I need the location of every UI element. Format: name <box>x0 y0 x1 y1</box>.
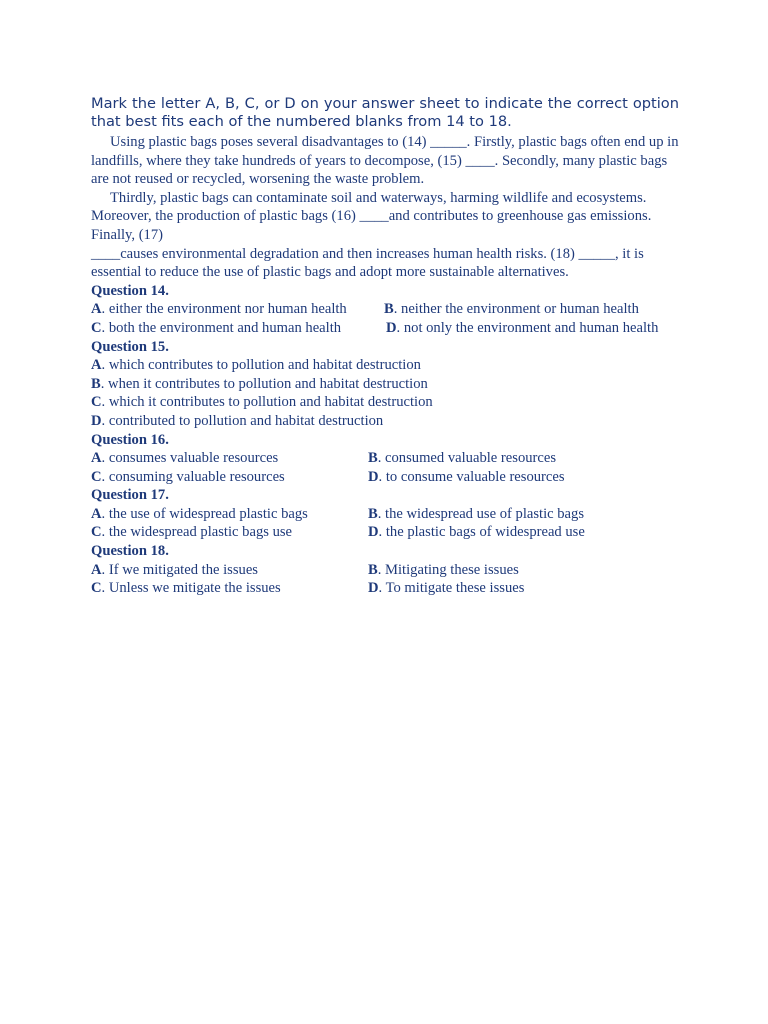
instruction-text: Mark the letter A, B, C, or D on your answer sheet to indicate the correct option that best fits each of the numbered blanks from 14 to 18. <box>91 95 679 130</box>
option-b[interactable] <box>368 505 584 524</box>
option-c[interactable] <box>91 319 341 338</box>
option-b[interactable] <box>368 561 519 580</box>
question-title: Question 16. <box>91 431 169 448</box>
option-d[interactable] <box>91 412 679 431</box>
option-letter: B <box>368 505 378 522</box>
option-text: . Unless we mitigate the issues <box>101 580 281 597</box>
option-letter: B <box>384 301 394 318</box>
question-17 <box>91 486 679 542</box>
option-letter: A <box>91 505 102 522</box>
option-text: . the widespread plastic bags use <box>101 524 293 541</box>
option-b[interactable] <box>91 375 679 394</box>
options-row <box>91 300 679 319</box>
option-text: . neither the environment or human health <box>393 301 639 318</box>
question-title: Question 14. <box>91 282 169 299</box>
option-letter: C <box>91 319 102 336</box>
option-text: . Mitigating these issues <box>377 561 519 578</box>
option-c[interactable] <box>91 468 285 487</box>
question-16 <box>91 431 679 487</box>
option-letter: B <box>368 450 378 467</box>
option-letter: A <box>91 450 102 467</box>
option-letter: D <box>368 468 379 485</box>
option-text: . either the environment nor human health <box>101 301 347 318</box>
option-d[interactable] <box>368 579 524 598</box>
options-row <box>91 561 679 580</box>
option-letter: A <box>91 357 102 374</box>
option-text: . both the environment and human health <box>101 319 342 336</box>
option-text: . the widespread use of plastic bags <box>377 505 585 522</box>
option-d[interactable] <box>386 319 658 338</box>
option-text: . not only the environment and human health <box>396 319 659 336</box>
question-18 <box>91 542 679 598</box>
option-d[interactable] <box>368 468 565 487</box>
option-text: . which contributes to pollution and habitat destruction <box>101 357 421 374</box>
passage-paragraph-2: Thirdly, plastic bags can contaminate soil and waterways, harming wildlife and ecosystems. Moreover, the production of plastic bags (16) ____and contributes to greenhouse gas emissions. Finally, (17) <box>91 189 652 243</box>
option-letter: C <box>91 580 102 597</box>
option-text: . contributed to pollution and habitat destruction <box>101 412 384 429</box>
question-14 <box>91 282 679 338</box>
option-letter: C <box>91 468 102 485</box>
option-text: . consumed valuable resources <box>377 450 557 467</box>
passage-paragraph-1: Using plastic bags poses several disadvantages to (14) _____. Firstly, plastic bags often end up in landfills, where they take hundreds of years to decompose, (15) ____. Secondly, many plastic bags are not reused or recycled, worsening the waste problem. <box>91 134 679 188</box>
options-row <box>91 449 679 468</box>
option-text: . To mitigate these issues <box>378 580 525 597</box>
option-c[interactable] <box>91 523 292 542</box>
option-text: . when it contributes to pollution and habitat destruction <box>100 375 428 392</box>
option-letter: C <box>91 394 102 411</box>
option-text: . the plastic bags of widespread use <box>378 524 585 541</box>
options-row <box>91 579 679 598</box>
option-letter: D <box>368 524 379 541</box>
option-d[interactable] <box>368 523 585 542</box>
option-letter: D <box>386 319 397 336</box>
question-title: Question 17. <box>91 487 169 504</box>
option-a[interactable] <box>91 561 258 580</box>
passage-paragraph-2-continued: ____causes environmental degradation and then increases human health risks. (18) _____, it is essential to reduce the use of plastic bags and adopt more sustainable alternatives. <box>91 245 644 281</box>
exam-page <box>91 95 679 598</box>
option-c[interactable] <box>91 393 679 412</box>
question-title: Question 18. <box>91 543 169 560</box>
option-text: . If we mitigated the issues <box>101 561 258 578</box>
option-letter: A <box>91 561 102 578</box>
option-letter: D <box>368 580 379 597</box>
question-15 <box>91 338 679 431</box>
option-letter: B <box>91 375 101 392</box>
option-text: . which it contributes to pollution and habitat destruction <box>101 394 433 411</box>
option-text: . consumes valuable resources <box>101 450 279 467</box>
options-row <box>91 468 679 487</box>
option-b[interactable] <box>368 449 556 468</box>
options-row <box>91 505 679 524</box>
option-b[interactable] <box>384 300 639 319</box>
option-text: . consuming valuable resources <box>101 468 285 485</box>
option-letter: C <box>91 524 102 541</box>
option-c[interactable] <box>91 579 281 598</box>
option-letter: A <box>91 301 102 318</box>
option-a[interactable] <box>91 449 278 468</box>
question-title: Question 15. <box>91 338 169 355</box>
option-text: . the use of widespread plastic bags <box>101 505 308 522</box>
options-row <box>91 319 679 338</box>
option-text: . to consume valuable resources <box>378 468 565 485</box>
option-letter: D <box>91 412 102 429</box>
option-a[interactable] <box>91 300 347 319</box>
option-a[interactable] <box>91 356 679 375</box>
option-a[interactable] <box>91 505 308 524</box>
option-letter: B <box>368 561 378 578</box>
options-row <box>91 523 679 542</box>
